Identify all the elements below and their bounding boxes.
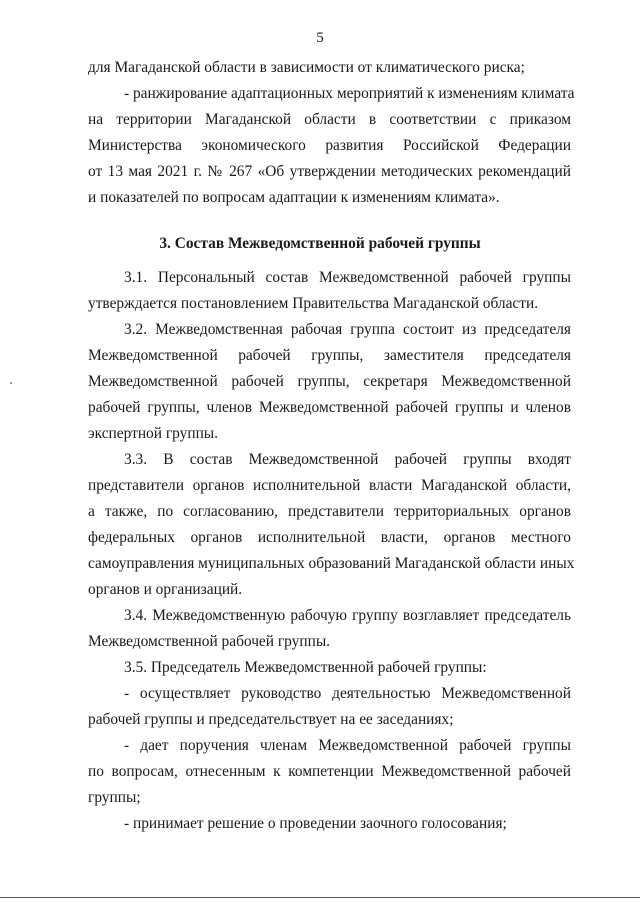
text-line: для Магаданской области в зависимости от климатического риска; xyxy=(88,59,525,76)
text-line: - осуществляет руководство деятельностью Межведомственной xyxy=(124,685,571,702)
text-line: Межведомственной рабочей группы, секретаря Межведомственной xyxy=(88,373,571,390)
text-line: по вопросам, отнесенным к компетенции Межведомственной рабочей xyxy=(88,763,571,780)
page-number: 5 xyxy=(316,30,324,46)
text-line: 3.4. Межведомственную рабочую группу возглавляет председатель xyxy=(124,607,571,624)
text-line: на территории Магаданской области в соответствии с приказом xyxy=(88,111,571,128)
text-line: группы; xyxy=(88,789,141,806)
text-line: Министерства экономического развития Российской Федерации xyxy=(88,137,571,154)
text-line: Межведомственной рабочей группы. xyxy=(88,633,331,650)
text-line: представители органов исполнительной власти Магаданской области, xyxy=(88,477,571,494)
text-line: - принимает решение о проведении заочного голосования; xyxy=(124,815,507,832)
text-line: 3.3. В состав Межведомственной рабочей группы входят xyxy=(124,451,571,468)
text-line: 3.1. Персональный состав Межведомственной рабочей группы xyxy=(124,269,571,286)
text-line: федеральных органов исполнительной власти, органов местного xyxy=(88,529,571,546)
text-line: Межведомственной рабочей группы, заместителя председателя xyxy=(88,347,571,364)
text-line: рабочей группы и председательствует на ее заседаниях; xyxy=(88,711,454,728)
text-line: утверждается постановлением Правительства Магаданской области. xyxy=(88,295,539,312)
text-line: экспертной группы. xyxy=(88,425,218,442)
text-line: и показателей по вопросам адаптации к изменениям климата». xyxy=(88,189,500,206)
scan-speck xyxy=(10,382,12,384)
text-line: - дает поручения членам Межведомственной рабочей группы xyxy=(124,737,571,754)
section-heading: 3. Состав Межведомственной рабочей группы xyxy=(159,235,481,252)
text-line: от 13 мая 2021 г. № 267 «Об утверждении методических рекомендаций xyxy=(88,163,571,180)
text-line: 3.5. Председатель Межведомственной рабочей группы: xyxy=(124,659,487,676)
bottom-rule xyxy=(0,897,640,898)
text-line: самоуправления муниципальных образований Магаданской области иных xyxy=(88,555,575,572)
text-line: рабочей группы, членов Межведомственной рабочей группы и членов xyxy=(88,399,571,416)
text-line: - ранжирование адаптационных мероприятий к изменениям климата xyxy=(124,85,575,102)
text-line: органов и организаций. xyxy=(88,581,243,598)
text-line: а также, по согласованию, представители территориальных органов xyxy=(88,503,571,520)
text-line: 3.2. Межведомственная рабочая группа состоит из председателя xyxy=(124,321,571,338)
